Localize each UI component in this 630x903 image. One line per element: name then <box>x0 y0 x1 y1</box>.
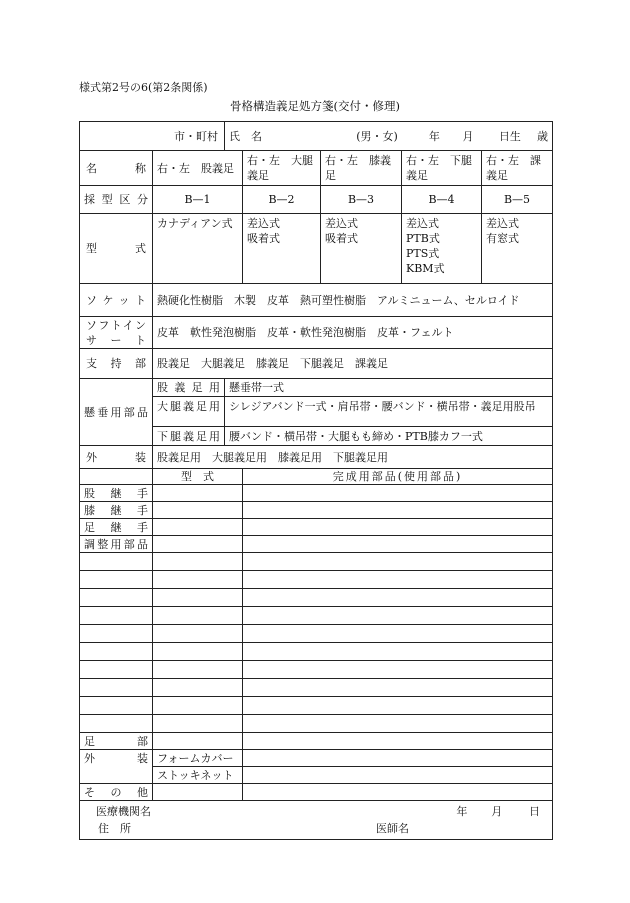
suspension-sub: 股義足用 <box>153 379 225 397</box>
part-detail-cell[interactable] <box>243 536 553 553</box>
type-option[interactable]: カナディアン式 <box>153 214 243 284</box>
classification-option[interactable]: B—5 <box>482 186 553 214</box>
suspension-value[interactable]: 腰バンド・横吊帯・大腿もも締め・PTB膝カフ一式 <box>225 427 553 446</box>
part-label: 足 継 手 <box>80 519 153 536</box>
parts-row <box>80 589 553 607</box>
address-label: 住 所 <box>98 822 131 835</box>
socket-label: ソケット <box>80 284 153 317</box>
birth-month: 月 <box>462 129 474 143</box>
stockinet-label: ストッキネット <box>153 767 243 784</box>
part-type-cell[interactable] <box>153 607 243 625</box>
part-type-cell[interactable] <box>153 679 243 697</box>
part-type-cell[interactable] <box>153 502 243 519</box>
support-row <box>80 349 553 379</box>
classification-option[interactable]: B—4 <box>402 186 482 214</box>
part-detail-cell[interactable] <box>243 553 553 571</box>
parts-row <box>80 643 553 661</box>
part-detail-cell[interactable] <box>243 519 553 536</box>
issue-day: 日 <box>529 805 541 818</box>
suspension-value[interactable]: シレジアバンド一式・肩吊帯・腰バンド・横吊帯・義足用股吊 <box>225 397 553 427</box>
doctor-label: 医師名 <box>376 822 409 835</box>
name-row-label: 名 称 <box>80 151 153 186</box>
part-type-cell[interactable] <box>153 661 243 679</box>
name-option[interactable]: 右・左 大腿義足 <box>243 151 321 186</box>
exterior-options[interactable]: 股義足用 大腿義足用 膝義足用 下腿義足用 <box>153 446 553 469</box>
parts-row <box>80 553 553 571</box>
birth-day: 日生 <box>498 129 521 143</box>
other-label: そ の 他 <box>80 784 153 801</box>
exterior-parts-row <box>80 750 553 767</box>
part-label: 膝 継 手 <box>80 502 153 519</box>
part-detail-cell[interactable] <box>243 715 553 733</box>
classification-label: 採型区分 <box>80 186 153 214</box>
type-option[interactable]: 差込式 吸着式 <box>321 214 402 284</box>
name-row <box>80 151 553 186</box>
age: 歳 <box>537 129 549 143</box>
parts-row <box>80 697 553 715</box>
prescription-table <box>79 121 553 840</box>
issue-year: 年 <box>456 805 468 818</box>
parts-row <box>80 661 553 679</box>
part-label: 股 継 手 <box>80 485 153 502</box>
other-row <box>80 784 553 801</box>
part-detail-cell[interactable] <box>243 733 553 750</box>
parts-row <box>80 502 553 519</box>
foot-row <box>80 733 553 750</box>
birth-year: 年 <box>428 129 440 143</box>
part-detail-cell[interactable] <box>243 485 553 502</box>
part-type-cell[interactable] <box>153 697 243 715</box>
type-option[interactable]: 差込式 PTB式 PTS式 KBM式 <box>402 214 482 284</box>
classification-option[interactable]: B—3 <box>321 186 402 214</box>
name-option[interactable]: 右・左 下腿義足 <box>402 151 482 186</box>
suspension-sub: 下腿義足用 <box>153 427 225 446</box>
part-type-cell[interactable] <box>153 536 243 553</box>
part-type-cell[interactable] <box>153 784 243 801</box>
part-type-cell[interactable] <box>153 519 243 536</box>
parts-header <box>80 469 553 485</box>
part-type-cell[interactable] <box>153 589 243 607</box>
support-label: 支 持 部 <box>80 349 153 379</box>
foam-cover-label: フォームカバー <box>153 750 243 767</box>
suspension-value[interactable]: 懸垂帯一式 <box>225 379 553 397</box>
classification-row <box>80 186 553 214</box>
part-detail-cell[interactable] <box>243 697 553 715</box>
parts-row <box>80 607 553 625</box>
footer-row <box>80 801 553 840</box>
parts-row <box>80 715 553 733</box>
support-options[interactable]: 股義足 大腿義足 膝義足 下腿義足 課義足 <box>153 349 553 379</box>
type-row <box>80 214 553 284</box>
footer-cell <box>80 801 553 840</box>
page-title: 骨格構造義足処方箋(交付・修理) <box>230 99 400 113</box>
name-option[interactable]: 右・左 股義足 <box>153 151 243 186</box>
part-detail-cell[interactable] <box>243 571 553 589</box>
part-type-cell[interactable] <box>153 625 243 643</box>
part-detail-cell[interactable] <box>243 643 553 661</box>
part-detail-cell[interactable] <box>243 607 553 625</box>
type-label: 型 式 <box>80 214 153 284</box>
issue-month: 月 <box>491 805 503 818</box>
part-detail-cell[interactable] <box>243 767 553 784</box>
soft-insert-row <box>80 317 553 349</box>
part-type-cell[interactable] <box>153 715 243 733</box>
form-number: 様式第2号の6(第2条関係) <box>79 81 208 94</box>
classification-option[interactable]: B—1 <box>153 186 243 214</box>
classification-option[interactable]: B—2 <box>243 186 321 214</box>
exterior-parts-label: 外 装 <box>80 750 153 767</box>
suspension-sub: 大腿義足用 <box>153 397 225 427</box>
suspension-row <box>80 379 553 397</box>
part-detail-cell[interactable] <box>243 750 553 767</box>
socket-options[interactable]: 熱硬化性樹脂 木製 皮革 熱可塑性樹脂 アルミニューム、セルロイド <box>153 284 553 317</box>
part-type-cell[interactable] <box>153 571 243 589</box>
name-option[interactable]: 右・左 課義足 <box>482 151 553 186</box>
part-type-cell[interactable] <box>153 553 243 571</box>
exterior-row <box>80 446 553 469</box>
parts-row <box>80 536 553 553</box>
gender-field[interactable]: (男・女) <box>356 129 398 143</box>
part-type-cell[interactable] <box>153 733 243 750</box>
municipality: 市・町村 <box>80 122 225 151</box>
part-detail-cell[interactable] <box>243 679 553 697</box>
parts-row <box>80 485 553 502</box>
parts-row <box>80 519 553 536</box>
soft-insert-label: ソフトインサート <box>80 317 153 349</box>
part-detail-cell[interactable] <box>243 589 553 607</box>
part-type-cell[interactable] <box>153 485 243 502</box>
parts-col-type: 型 式 <box>153 469 243 485</box>
part-detail-cell[interactable] <box>243 784 553 801</box>
part-detail-cell[interactable] <box>243 625 553 643</box>
parts-row <box>80 679 553 697</box>
suspension-label: 懸垂用部品 <box>80 379 153 446</box>
part-label: 調整用部品 <box>80 536 153 553</box>
part-detail-cell[interactable] <box>243 661 553 679</box>
name-option[interactable]: 右・左 膝義足 <box>321 151 402 186</box>
soft-insert-options[interactable]: 皮革 軟性発泡樹脂 皮革・軟性発泡樹脂 皮革・フェルト <box>153 317 553 349</box>
stockinet-row <box>80 767 553 784</box>
type-option[interactable]: 差込式 有窓式 <box>482 214 553 284</box>
type-option[interactable]: 差込式 吸着式 <box>243 214 321 284</box>
name-label: 氏 名 <box>229 129 262 143</box>
parts-row <box>80 625 553 643</box>
patient-row <box>80 122 553 151</box>
socket-row <box>80 284 553 317</box>
parts-row <box>80 571 553 589</box>
part-type-cell[interactable] <box>153 643 243 661</box>
foot-label: 足 部 <box>80 733 153 750</box>
exterior-label: 外 装 <box>80 446 153 469</box>
parts-col-parts: 完成用部品(使用部品) <box>243 469 553 485</box>
institution-label: 医療機関名 <box>96 805 151 818</box>
part-detail-cell[interactable] <box>243 502 553 519</box>
patient-info <box>225 122 553 151</box>
